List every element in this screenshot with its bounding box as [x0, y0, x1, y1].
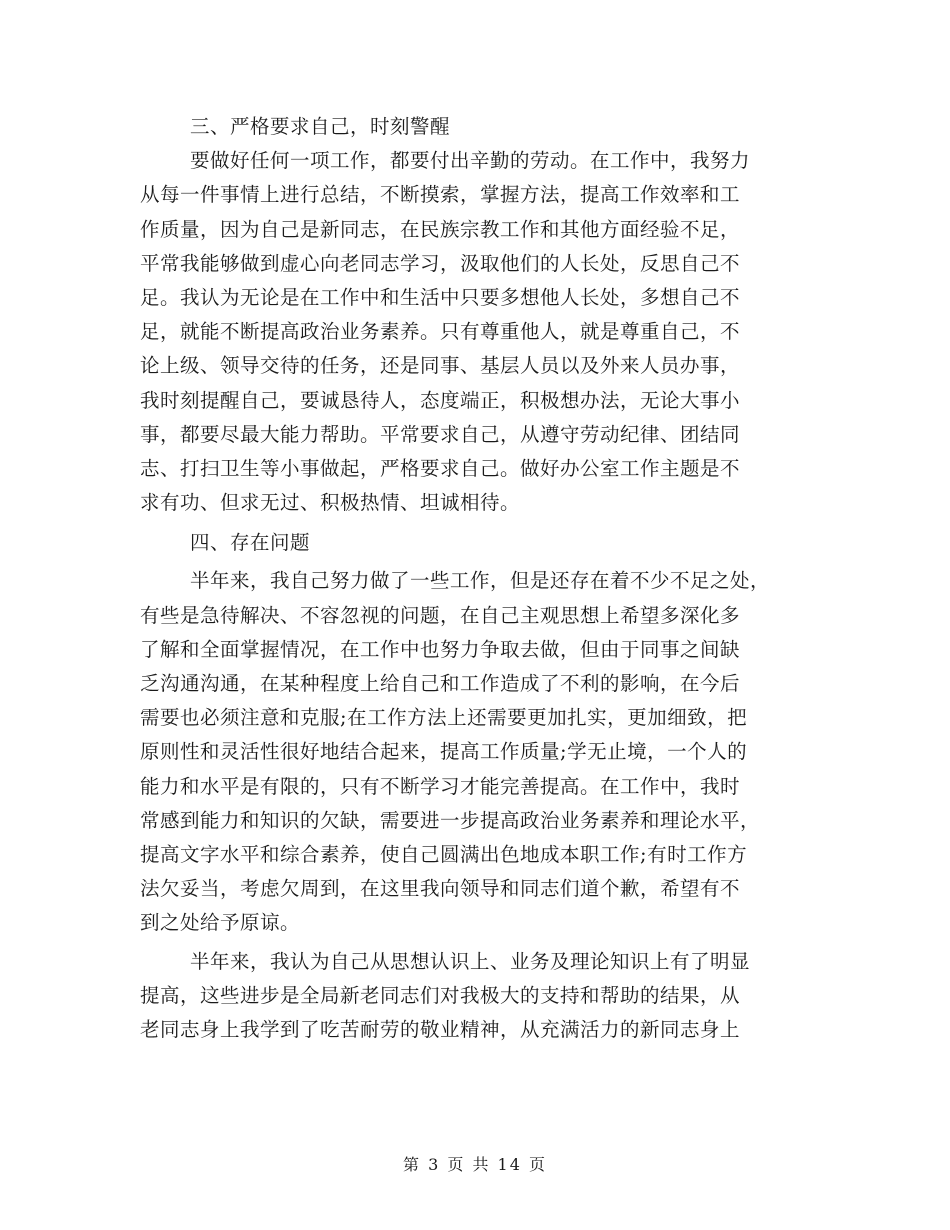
- paragraph-line: 提高，这些进步是全局新老同志们对我极大的支持和帮助的结果，从: [140, 983, 741, 1007]
- paragraph: [140, 144, 812, 520]
- paragraph-line: 提高文字水平和综合素养，使自己圆满出色地成本职工作;有时工作方: [140, 842, 748, 866]
- paragraph-line: 论上级、领导交待的任务，还是同事、基层人员以及外来人员办事，: [140, 354, 741, 378]
- paragraph-line: 从每一件事情上进行总结，不断摸索，掌握方法，提高工作效率和工: [140, 183, 741, 207]
- paragraph-line: 需要也必须注意和克服;在工作方法上还需要更加扎实，更加细致，把: [140, 706, 748, 730]
- page-number-footer: 第 3 页 共 14 页: [403, 1155, 547, 1174]
- paragraph-line: 作质量，因为自己是新同志，在民族宗教工作和其他方面经验不足，: [140, 217, 741, 241]
- paragraph-line: 有些是急待解决、不容忽视的问题，在自己主观思想上希望多深化多: [140, 603, 741, 627]
- paragraph-line: 半年来，我认为自己从思想认识上、业务及理论知识上有了明显: [190, 949, 751, 973]
- paragraph-line: 老同志身上我学到了吃苦耐劳的敬业精神，从充满活力的新同志身上: [140, 1017, 741, 1041]
- paragraph-line: 求有功、但求无过、积极热情、坦诚相待。: [140, 491, 521, 515]
- paragraph-line: 乏沟通沟通，在某种程度上给自己和工作造成了不利的影响，在今后: [140, 672, 741, 695]
- section-heading: 四、存在问题: [190, 531, 311, 555]
- paragraph-line: 我时刻提醒自己，要诚恳待人，态度端正，积极想办法，无论大事小: [140, 388, 741, 412]
- paragraph-line: 事，都要尽最大能力帮助。平常要求自己，从遵守劳动纪律、团结同: [140, 422, 741, 446]
- paragraph-line: 原则性和灵活性很好地结合起来，提高工作质量;学无止境，一个人的: [140, 740, 748, 764]
- section-heading: 三、严格要求自己，时刻警醒: [190, 115, 451, 138]
- paragraph-line: 足。我认为无论是在工作中和生活中只要多想他人长处，多想自己不: [140, 285, 741, 309]
- paragraph: [140, 945, 812, 1048]
- paragraph-line: 要做好任何一项工作，都要付出辛勤的劳动。在工作中，我努力: [190, 149, 751, 173]
- paragraph-line: 到之处给予原谅。: [140, 911, 301, 935]
- paragraph: [140, 564, 812, 940]
- paragraph-line: 志、打扫卫生等小事做起，严格要求自己。做好办公室工作主题是不: [140, 456, 741, 480]
- paragraph-line: 法欠妥当，考虑欠周到，在这里我向领导和同志们道个歉，希望有不: [140, 877, 741, 901]
- paragraph-line: 了解和全面掌握情况，在工作中也努力争取去做，但由于同事之间缺: [140, 637, 741, 661]
- paragraph-line: 常感到能力和知识的欠缺，需要进一步提高政治业务素养和理论水平，: [140, 808, 761, 832]
- paragraph-line: 足，就能不断提高政治业务素养。只有尊重他人，就是尊重自己，不: [140, 320, 741, 344]
- paragraph-line: 平常我能够做到虚心向老同志学习，汲取他们的人长处，反思自己不: [140, 251, 741, 275]
- paragraph-line: 能力和水平是有限的，只有不断学习才能完善提高。在工作中，我时: [140, 774, 741, 798]
- paragraph-line: 半年来，我自己努力做了一些工作，但是还存在着不少不足之处，: [190, 569, 771, 593]
- document-body: [140, 110, 812, 1047]
